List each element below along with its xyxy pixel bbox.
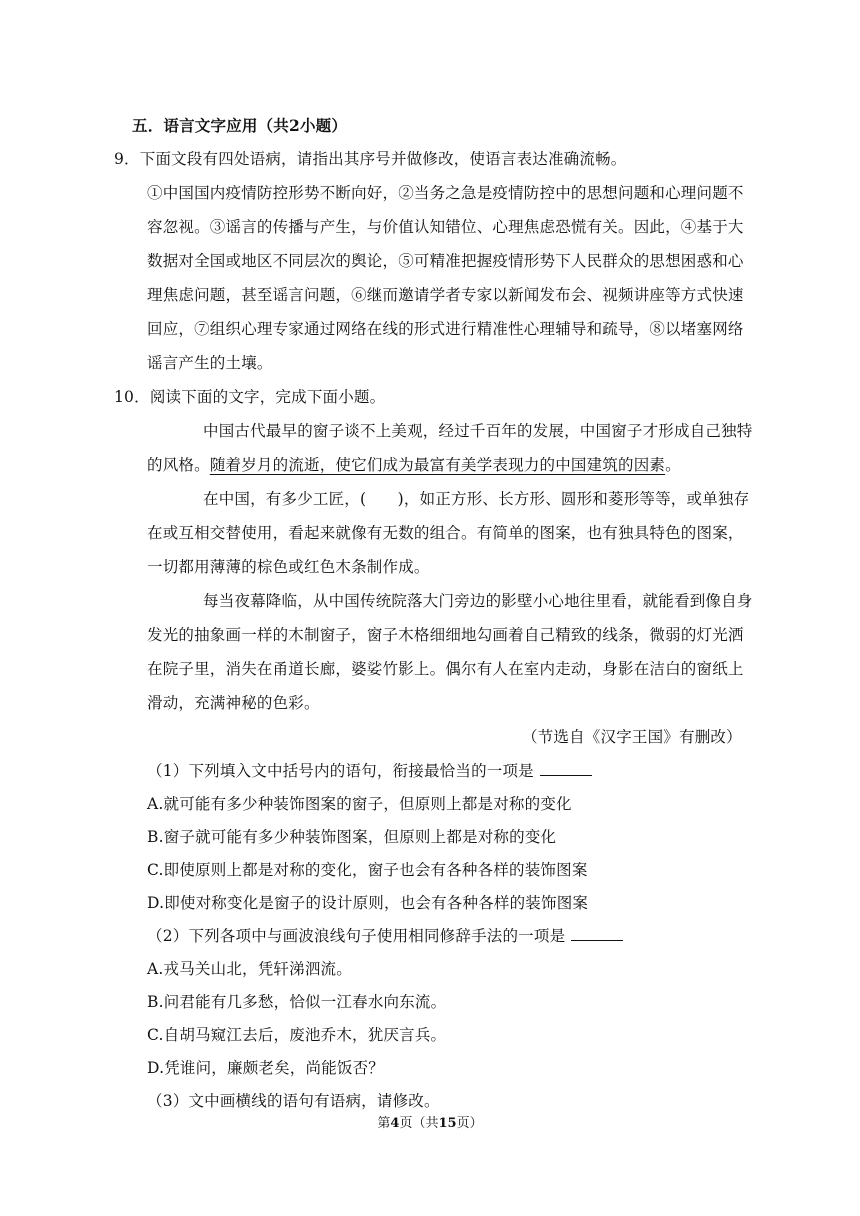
passage-source: （节选自《汉字王国》有删改） (522, 728, 742, 746)
passage-paragraph-3-line: 在院子里，消失在甬道长廊，婆娑竹影上。偶尔有人在室内走动，身影在洁白的窗纸上 (147, 660, 744, 678)
subquestion-2-text: （2）下列各项中与画波浪线句子使用相同修辞手法的一项是 (147, 927, 566, 945)
answer-blank (540, 761, 592, 776)
section-heading: 五．语言文字应用（共2小题） (132, 116, 348, 135)
option-line: B.窗子就可能有多少种装饰图案，但原则上都是对称的变化 (147, 828, 557, 846)
question-9-text-line: 数据对全国或地区不同层次的舆论，⑤可精准把握疫情形势下人民群众的思想困惑和心 (147, 252, 744, 270)
passage-paragraph-2-line: 在中国，有多少工匠，( )，如正方形、长方形、圆形和菱形等等，或单独存 (203, 490, 750, 508)
answer-blank (571, 926, 623, 941)
question-9-text-line: ①中国国内疫情防控形势不断向好，②当务之急是疫情防控中的思想问题和心理问题不 (147, 184, 744, 202)
question-9-text-line: 回应，⑦组织心理专家通过网络在线的形式进行精准性心理辅导和疏导，⑧以堵塞网络 (147, 320, 744, 338)
footer-text: 页（共 (399, 1116, 439, 1131)
footer-text: 页） (456, 1116, 483, 1131)
passage-paragraph-3-line: 滑动，充满神秘的色彩。 (147, 694, 320, 712)
passage-text: 。 (665, 456, 681, 474)
question-10-stem: 10．阅读下面的文字，完成下面小题。 (114, 388, 386, 406)
option-line: D.凭谁问，廉颇老矣，尚能饭否？ (147, 1059, 385, 1077)
passage-text: ，微弱的灯光洒 (633, 626, 744, 644)
subquestion-1-stem (147, 759, 592, 781)
footer-text: 第 (377, 1116, 391, 1131)
question-9-text-line: 理焦虑问题，甚至谣言问题，⑥继而邀请学者专家以新闻发布会、视频讲座等方式快速 (147, 286, 744, 304)
option-line: B.问君能有几多愁，恰似一江春水向东流。 (147, 993, 447, 1011)
current-page-number: 4 (390, 1116, 400, 1131)
passage-paragraph-3-line (147, 623, 744, 645)
page-footer (0, 1112, 860, 1131)
option-line: A.戎马关山北，凭轩涕泗流。 (147, 960, 352, 978)
option-line: A.就可能有多少种装饰图案的窗子，但原则上都是对称的变化 (147, 795, 572, 813)
passage-text: 的风格。 (147, 456, 210, 474)
option-line: C.自胡马窥江去后，废池乔木，犹厌言兵。 (147, 1026, 447, 1044)
passage-paragraph-2-line: 一切都用薄薄的棕色或红色木条制作成。 (147, 558, 430, 576)
option-line: D.即使对称变化是窗子的设计原则，也会有各种各样的装饰图案 (147, 894, 589, 912)
question-9-stem: 9．下面文段有四处语病，请指出其序号并做修改，使语言表达准确流畅。 (114, 150, 627, 168)
option-line: C.即使原则上都是对称的变化，窗子也会有各种各样的装饰图案 (147, 861, 588, 879)
passage-paragraph-1-line (147, 453, 681, 475)
subquestion-3-stem: （3）文中画横线的语句有语病，请修改。 (147, 1092, 440, 1110)
question-9-text-line: 容忽视。③谣言的传播与产生，与价值认知错位、心理焦虑恐慌有关。因此，④基于大 (147, 218, 744, 236)
passage-paragraph-3-line: 每当夜幕降临，从中国传统院落大门旁边的影壁小心地往里看，就能看到像自身 (203, 592, 753, 610)
passage-paragraph-2-line: 在或互相交替使用，看起来就像有无数的组合。有简单的图案，也有独具特色的图案， (147, 524, 744, 542)
question-9-text-line: 谣言产生的土壤。 (147, 354, 273, 372)
passage-text: 发光的抽象画一样的木制窗子， (147, 626, 367, 644)
subquestion-2-stem (147, 924, 623, 946)
passage-paragraph-1-line: 中国古代最早的窗子谈不上美观，经过千百年的发展，中国窗子才形成自己独特 (203, 422, 753, 440)
underlined-sentence: 随着岁月的流逝，使它们成为最富有美学表现力的中国建筑的因素 (209, 456, 666, 474)
subquestion-1-text: （1）下列填入文中括号内的语句，衔接最恰当的一项是 (147, 762, 534, 780)
total-pages: 15 (438, 1116, 457, 1131)
wavy-sentence: 窗子木格细细地勾画着自己精致的线条 (366, 626, 634, 644)
